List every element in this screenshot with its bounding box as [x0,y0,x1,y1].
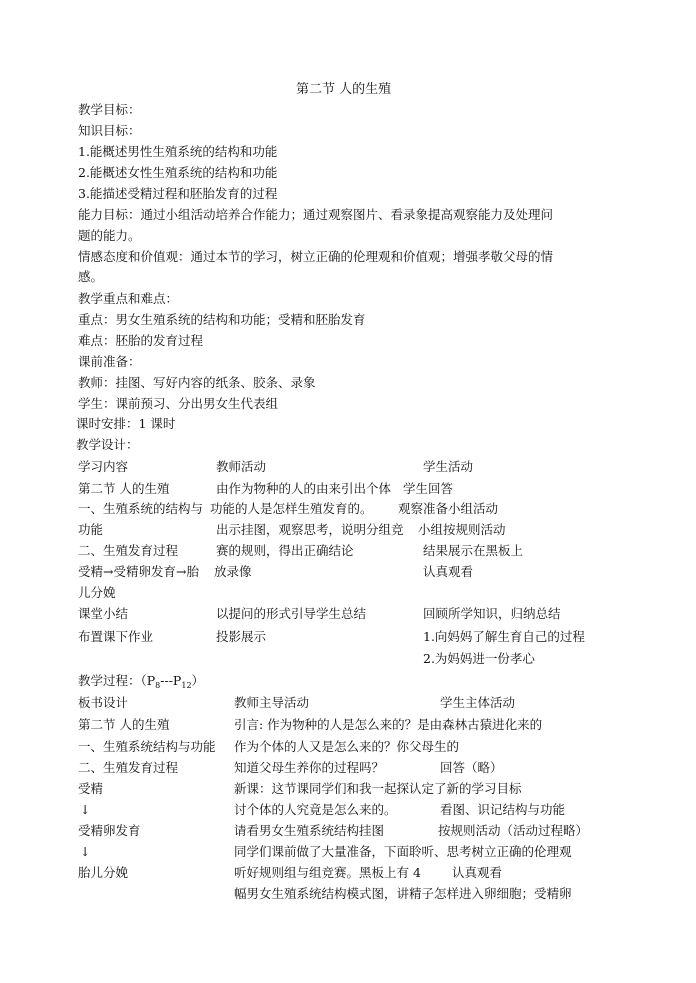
table-cell: 知道父母生养你的过程吗？ [234,760,385,775]
table-cell: 按规则活动（活动过程略） [438,823,589,838]
table-cell: 教师主导活动 [234,695,310,710]
table-cell: 讨个体的人究竟是怎么来的。 [234,802,397,817]
table-cell: 1.向妈妈了解生育自己的过程 [423,629,585,644]
page-title: 第二节 人的生殖 [296,82,392,97]
process-heading-end: ） [191,673,205,688]
table-cell: 儿分娩 [78,585,116,600]
table-cell: 布置课下作业 [78,629,154,644]
table-cell: 教师活动 [216,459,267,474]
table-cell: 听好规则组与组竞赛。黑板上有 4 [234,865,421,880]
text-line: 情感态度和价值观：通过本节的学习，树立正确的伦理观和价值观；增强孝敬父母的情 [78,249,554,264]
process-heading-sub2: 12 [181,681,192,690]
table-cell: 受精卵发育 [78,823,141,838]
text-line: 题的能力。 [78,228,141,243]
table-cell: 2.为妈妈进一份孝心 [423,651,535,666]
table-cell: 一、生殖系统结构与功能 [78,739,216,754]
text-line: 教学目标： [78,102,141,117]
text-line: 感。 [78,269,104,284]
table-cell: 看图、识记结构与功能 [440,802,566,817]
table-cell: 课堂小结 [78,606,129,621]
table-cell: 功能的人是怎样生殖发育的。 [210,501,373,516]
arrow-down: ↓ [80,844,91,859]
table-cell: 结果展示在黑板上 [423,543,524,558]
text-line: 知识目标： [78,123,141,138]
table-cell: 学习内容 [78,459,129,474]
text-line: 教师：挂图、写好内容的纸条、胶条、录象 [78,375,316,390]
table-cell: 观察准备小组活动 [398,501,499,516]
process-heading-label: 教学过程：（P [78,673,156,688]
text-line: 课时安排：1 课时 [76,416,176,431]
table-cell: 回答（略） [440,760,503,775]
table-cell: 学生主体活动 [440,695,516,710]
table-cell: 二、生殖发育过程 [78,760,179,775]
text-line: 1.能概述男性生殖系统的结构和功能 [78,144,278,159]
text-line: 课前准备： [78,354,141,369]
table-cell: 学生活动 [423,459,474,474]
table-cell: 二、生殖发育过程 [78,543,179,558]
arrow-down: ↓ [80,802,91,817]
table-cell: 引言: 作为物种的人是怎么来的？是由森林古猿进化来的 [234,717,543,732]
table-cell: 出示挂图，观察思考，说明分组竞 [216,522,404,537]
table-cell: 请看男女生殖系统结构挂图 [234,823,385,838]
table-cell: 投影展示 [216,629,267,644]
process-heading-sub1: 8 [155,681,161,690]
table-cell: 新课：这节课同学们和我一起探认定了新的学习目标 [234,781,522,796]
text-line: 教学重点和难点： [78,291,179,306]
table-cell: 小组按规则活动 [418,522,506,537]
table-cell: 认真观看 [423,564,474,579]
text-line: 2.能概述女性生殖系统的结构和功能 [78,165,278,180]
table-cell: 受精→受精卵发育→胎 [78,564,199,579]
table-cell: 功能 [78,522,104,537]
table-cell: 回顾所学知识，归纳总结 [423,606,561,621]
text-line: 难点：胚胎的发育过程 [78,333,204,348]
table-cell: 第二节 人的生殖 [78,481,170,496]
table-cell: 赛的规则，得出正确结论 [216,543,354,558]
table-cell: 以提问的形式引导学生总结 [216,606,367,621]
table-cell: 同学们课前做了大量准备，下面聆听、思考树立正确的伦理观 [234,844,572,859]
table-cell: 一、生殖系统的结构与 [78,501,204,516]
text-line: 3.能描述受精过程和胚胎发育的过程 [78,186,278,201]
table-cell: 由作为物种的人的由来引出个体 [216,481,392,496]
table-cell: 胎儿分娩 [78,865,129,880]
table-cell: 第二节 人的生殖 [78,717,170,732]
text-line: 重点：男女生殖系统的结构和功能；受精和胚胎发育 [78,312,366,327]
table-cell: 放录像 [214,564,252,579]
table-cell: 受精 [78,781,104,796]
text-line: 能力目标：通过小组活动培养合作能力；通过观察图片、看录象提高观察能力及处理问 [78,207,554,222]
table-cell: 幅男女生殖系统结构模式图，讲精子怎样进入卵细胞；受精卵 [234,886,572,901]
text-line: 教学设计： [76,437,139,452]
process-heading-mid: ---P [160,673,182,688]
table-cell: 认真观看 [452,865,503,880]
table-cell: 学生回答 [403,481,454,496]
process-heading [78,672,204,692]
table-cell: 作为个体的人又是怎么来的？你父母生的 [234,739,460,754]
table-cell: 板书设计 [78,695,129,710]
text-line: 学生：课前预习、分出男女生代表组 [78,396,279,411]
